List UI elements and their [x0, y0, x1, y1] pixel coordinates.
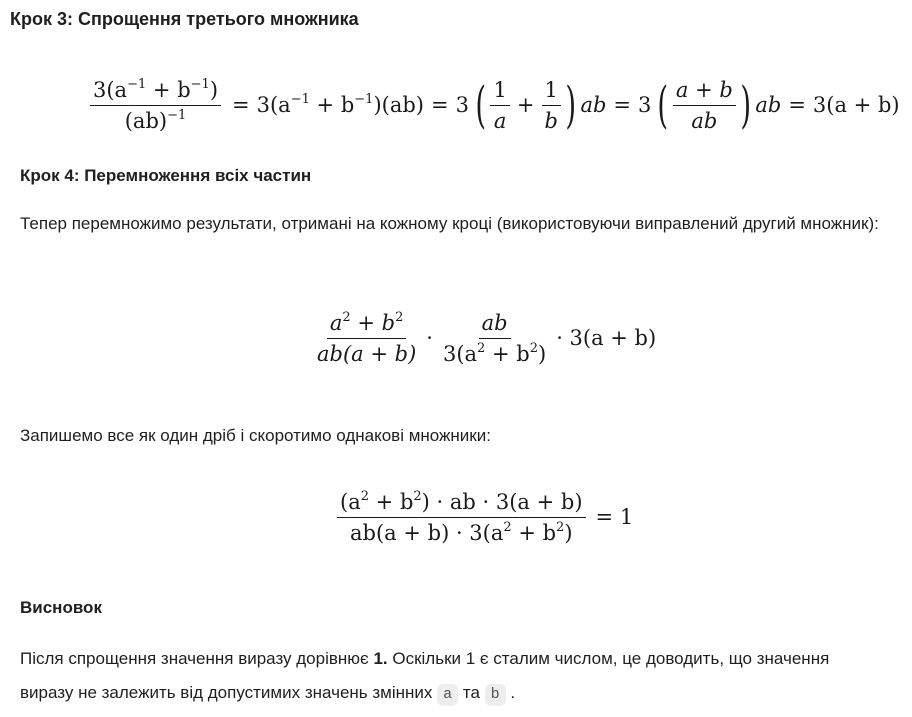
conclusion-heading: Висновок: [20, 598, 102, 617]
step3-heading: Крок 3: Спрощення третього множника: [10, 9, 359, 29]
fraction: $\frac{3(a^{-1} + b^{-1})}{(ab)^{-1}}$: [90, 77, 221, 134]
product-expression: $\frac{a^2 + b^2}{ab(a + b)}$ · $\frac{ab}{3(a^2 + b^2)}$ · 3(a + b): [317, 309, 657, 366]
inline-code-a: a: [437, 684, 458, 706]
combined-fraction: $\frac{(a^2 + b^2) \cdot ab \cdot 3(a + b)}{ab(a + b) \cdot 3(a^2 + b^2)}$ = 1: [333, 484, 633, 550]
conclusion-text: Після спрощення значення виразу дорівнює 1. Оскільки 1 є сталим числом, це доводить, що значення виразу не залежить від допустимих значень змінних a та b .: [20, 642, 880, 710]
step3-equation: $\frac{3(a^{-1} + b^{-1})}{(ab)^{-1}}$ = $3(a^{-1} + b^{-1})(ab)$ = 3 ( $\frac{1}{a}$ + $\frac{1}{b}$ ) ab = 3 ( $\frac{a + b}{ab}$ ) ab = 3(a + b): [86, 70, 900, 140]
step4-heading: Крок 4: Перемноження всіх частин: [20, 166, 312, 185]
combine-text: Запишемо все як один дріб і скоротимо однакові множники:: [20, 426, 491, 445]
step4-intro: Тепер перемножимо результати, отримані на кожному кроці (використовуючи виправлений другий множник):: [20, 214, 879, 233]
inline-code-b: b: [485, 684, 506, 706]
